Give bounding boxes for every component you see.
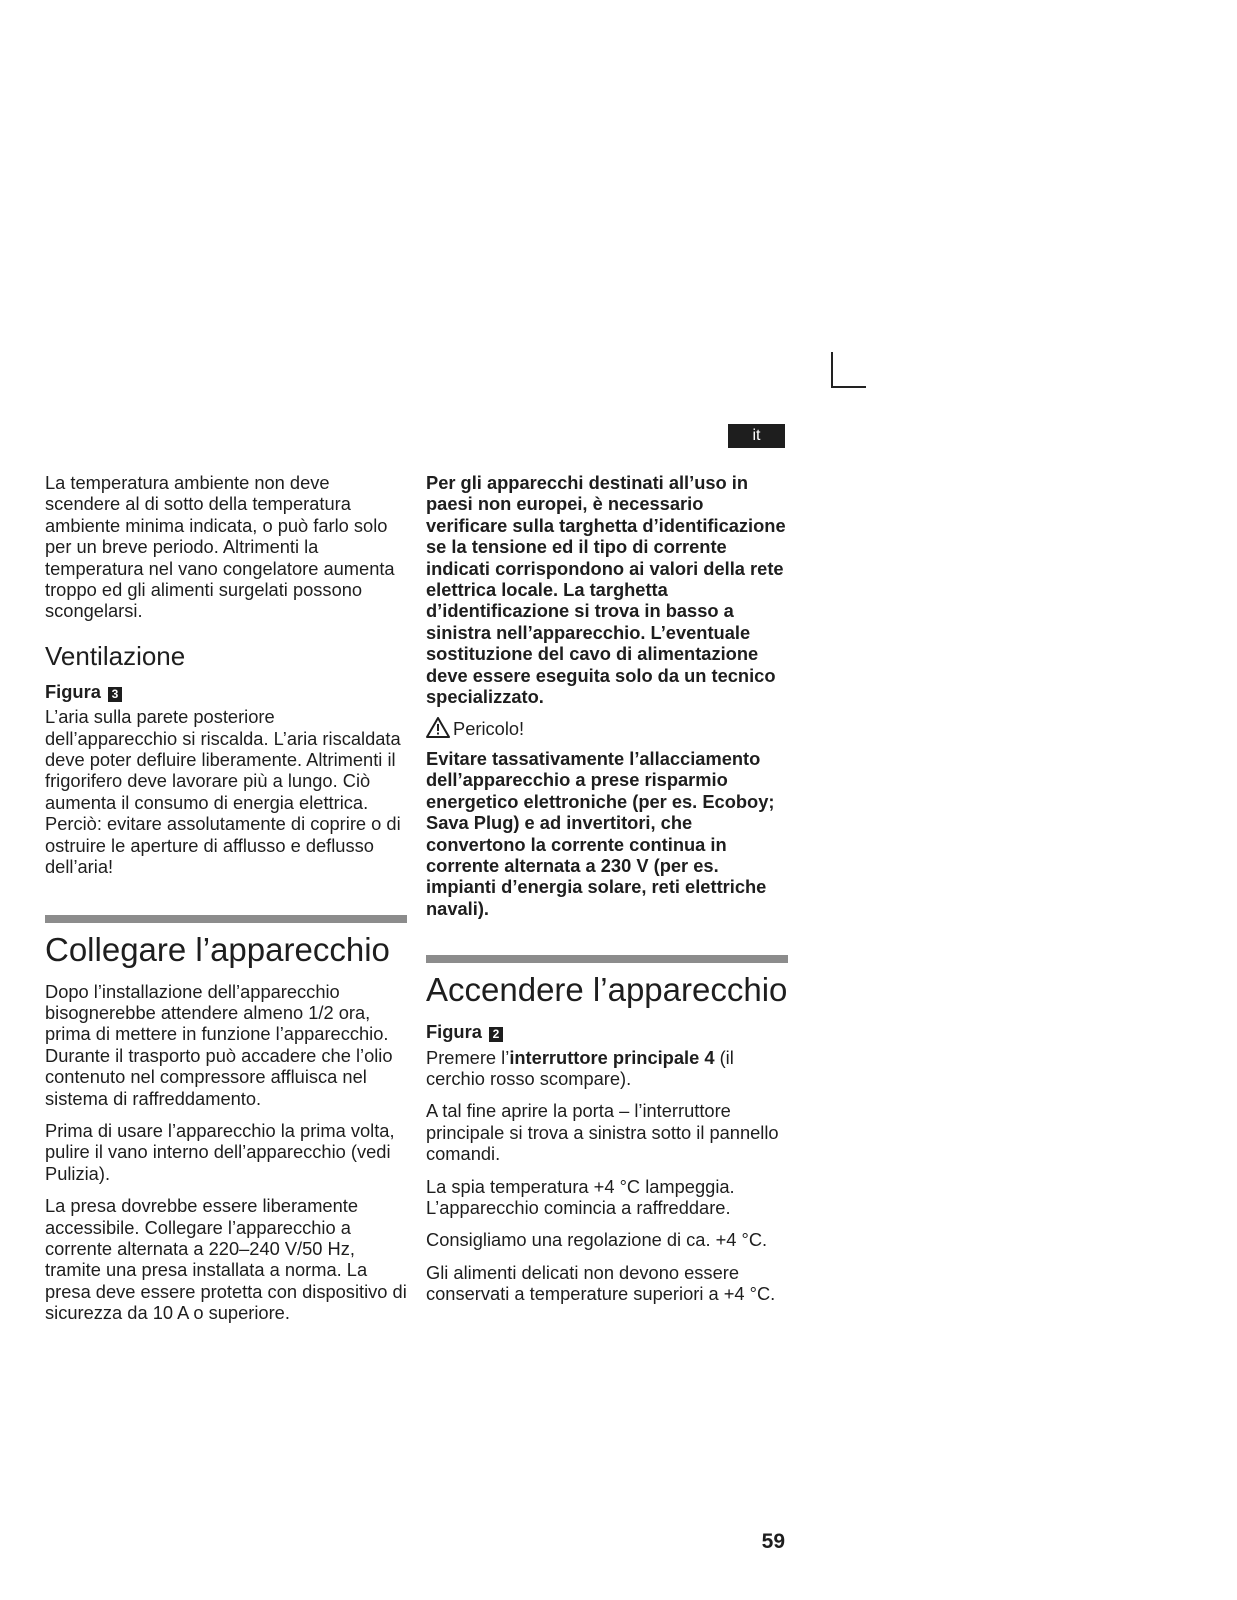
collegare-paragraph-3: La presa dovrebbe essere liberamente accessibile. Collegare l’apparecchio a corrente alternata a 220–240 V/50 Hz, tramite una presa installata a norma. La presa deve essere protetta con dispositivo di sicurezza da 10 A o superiore.: [45, 1195, 407, 1324]
accendere-paragraph-5: Gli alimenti delicati non devono essere conservati a temperature superiori a +4 °C.: [426, 1261, 776, 1305]
accendere-paragraph-2: A tal fine aprire la porta – l’interruttore principale si trova a sinistra sotto il pannello comandi.: [426, 1100, 779, 1165]
accendere-paragraph-4: Consigliamo una regolazione di ca. +4 °C.: [426, 1229, 768, 1251]
collegare-title: Collegare l’apparecchio: [45, 930, 390, 968]
section-divider: [426, 955, 788, 963]
voltage-notice: Per gli apparecchi destinati all’uso in paesi non europei, è necessario verificare sulla targhetta d’identificazione se la tensione ed il tipo di corrente indicati corrispondono ai valori della rete elettrica locale. La targhetta d’identificazione si trova in basso a sinistra nell’apparecchio. L’eventuale sostituzione del cavo di alimentazione deve essere eseguita solo da un tecnico specializzato.: [426, 472, 786, 708]
right-column: [426, 472, 788, 1305]
ventilazione-heading: Ventilazione: [45, 640, 186, 671]
figure-reference: [426, 1021, 788, 1042]
left-column: [45, 472, 407, 1324]
accendere-paragraph-1: [426, 1047, 788, 1090]
collegare-paragraph-1: Dopo l’installazione dell’apparecchio bisognerebbe attendere almeno 1/2 ora, prima di mettere in funzione l’apparecchio. Durante il trasporto può accadere che l’olio contenuto nel compressore affluisca nel sistema di raffreddamento.: [45, 980, 393, 1109]
accendere-paragraph-3: La spia temperatura +4 °C lampeggia. L’apparecchio comincia a raffreddare.: [426, 1175, 735, 1218]
warning-text: Evitare tassativamente l’allacciamento dell’apparecchio a prese risparmio energetico elettroniche (per es. Ecoboy; Sava Plug) e ad invertitori, che convertono la corrente continua in corrente alternata a 230 V (per es. impianti d’energia solare, reti elettriche navali).: [426, 747, 775, 919]
p1-suffix: (il cerchio rosso scompare).: [426, 1046, 734, 1089]
section-divider: [45, 915, 407, 923]
intro-paragraph: La temperatura ambiente non deve scendere al di sotto della temperatura ambiente minima indicata, o può farlo solo per un breve periodo. Altrimenti la temperatura nel vano congelatore aumenta troppo ed gli alimenti surgelati possono scongelarsi.: [45, 472, 395, 622]
collegare-paragraph-2: Prima di usare l’apparecchio la prima volta, pulire il vano interno dell’apparecchio (vedi Pulizia).: [45, 1119, 395, 1184]
crop-mark: [831, 352, 866, 388]
figure-label: Figura: [45, 680, 101, 702]
ventilazione-note: Perciò: evitare assolutamente di coprire o di ostruire le aperture di afflusso e deflusso dell’aria!: [45, 813, 401, 878]
figure-number-badge: 2: [489, 1027, 503, 1042]
figure-label: Figura: [426, 1021, 482, 1043]
figure-reference: [45, 681, 407, 702]
ventilazione-paragraph: L’aria sulla parete posteriore dell’apparecchio si riscalda. L’aria riscaldata deve poter defluire liberamente. Altrimenti il frigorifero deve lavorare più a lungo. Ciò aumenta il consumo di energia elettrica.: [45, 706, 401, 813]
language-tab: it: [728, 424, 785, 448]
accendere-title: Accendere l’apparecchio: [426, 971, 788, 1009]
warning-header: [426, 717, 788, 739]
warning-triangle-icon: [426, 717, 450, 738]
main-switch-label: interruttore principale 4: [509, 1046, 715, 1068]
page-number: 59: [761, 1530, 785, 1553]
warning-label: Pericolo!: [453, 718, 525, 740]
figure-number-badge: 3: [108, 687, 122, 702]
p1-prefix: Premere l’: [426, 1046, 510, 1068]
